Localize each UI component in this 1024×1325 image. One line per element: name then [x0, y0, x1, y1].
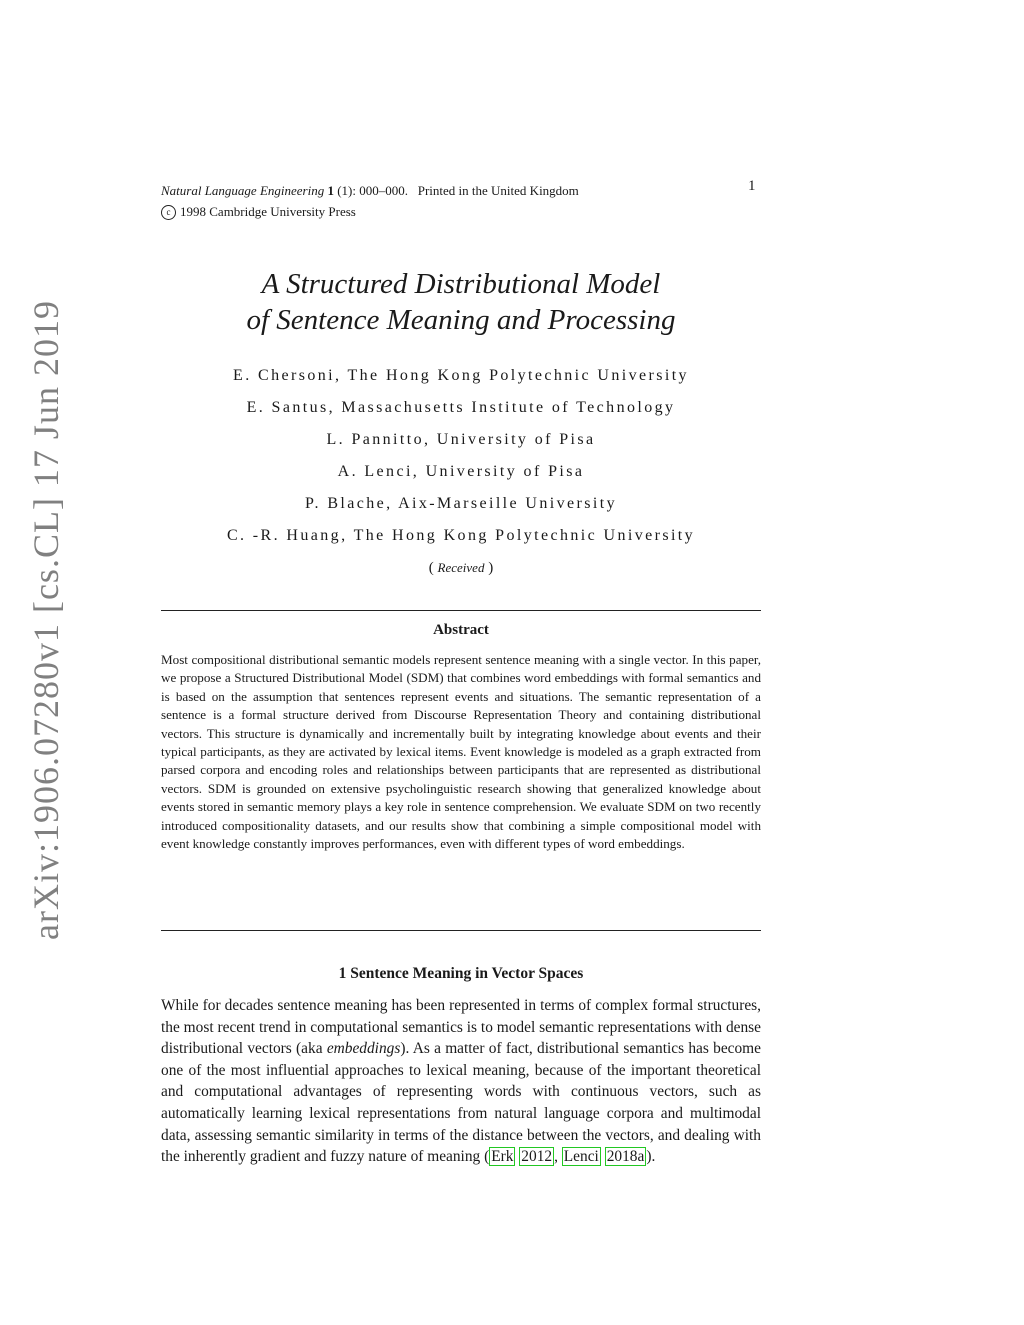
section-text-end: ).	[646, 1148, 656, 1166]
copyright-line	[161, 201, 761, 222]
section-text	[161, 995, 761, 1168]
citation-link[interactable]: Lenci	[563, 1148, 599, 1166]
received-label: Received	[437, 560, 485, 575]
abstract-text: Most compositional distributional semantic models represent sentence meaning with a single vector. In this paper, we propose a Structured Distributional Model (SDM) that combines word embeddings with formal semantics and is based on the assumption that sentences represent events and situations. The semantic representation of a sentence is a formal structure derived from Discourse Representation Theory and containing distributional vectors. This structure is dynamically and incrementally built by integrating knowledge about events and their typical participants, as they are activated by lexical items. Event knowledge is modeled as a graph extracted from parsed corpora and encoding roles and relationships between participants that are represented as distributional vectors. SDM is grounded on extensive psycholinguistic research showing that generalized knowledge about events stored in semantic memory plays a key role in sentence comprehension. We evaluate SDM on two recently introduced compositionality datasets, and our results show that combining a simple compositional model with event knowledge constantly improves performances, even with different types of word embeddings.	[161, 652, 761, 852]
journal-issue-pages: (1): 000–000.	[337, 183, 408, 198]
journal-volume: 1	[327, 183, 334, 198]
copyright-text: 1998 Cambridge University Press	[180, 204, 356, 219]
title-line-1: A Structured Distributional Model	[261, 268, 661, 300]
author-1: E. Chersoni, The Hong Kong Polytechnic University	[233, 367, 689, 384]
paper-title	[161, 266, 761, 338]
arxiv-identifier: arXiv:1906.07280v1 [cs.CL] 17 Jun 2019	[26, 300, 66, 940]
copyright-icon: c	[161, 205, 176, 220]
journal-citation	[161, 180, 579, 201]
running-head	[161, 180, 761, 222]
citation-link[interactable]: 2018a	[606, 1148, 645, 1166]
author-6: C. -R. Huang, The Hong Kong Polytechnic University	[226, 527, 696, 544]
journal-name: Natural Language Engineering	[161, 183, 325, 198]
received-note	[161, 560, 761, 577]
section-heading: 1 Sentence Meaning in Vector Spaces	[338, 965, 584, 982]
printed-note: Printed in the United Kingdom	[417, 183, 579, 198]
author-3: L. Pannitto, University of Pisa	[326, 431, 596, 448]
page-number: 1	[748, 178, 756, 194]
author-list	[161, 360, 761, 552]
author-5: P. Blache, Aix-Marseille University	[305, 495, 617, 512]
author-2: E. Santus, Massachusetts Institute of Technology	[246, 399, 676, 416]
received-open: (	[428, 560, 434, 576]
abstract-heading: Abstract	[433, 622, 489, 638]
author-4: A. Lenci, University of Pisa	[337, 463, 585, 480]
citation-link[interactable]: Erk	[491, 1148, 514, 1166]
section-text-part-1: While for decades sentence meaning has been represented in terms of complex formal structures, the most recent trend in computational semantics is to model semantic representations with dense distributional vectors (aka	[161, 997, 761, 1058]
section-text-part-2: ). As a matter of fact, distributional semantics has become one of the most influential approaches to lexical meaning, because of the important theoretical and computational advantages of representing words with continuous vectors, such as automatically learning lexical representations from natural language corpora and multimodal data, assessing semantic similarity in terms of the distance between the vectors, and dealing with the inherently gradient and fuzzy nature of meaning (	[161, 1040, 761, 1166]
citation-separator: ,	[554, 1148, 562, 1166]
running-head-line	[161, 180, 761, 201]
citation-link[interactable]: 2012	[521, 1148, 553, 1166]
title-line-2: of Sentence Meaning and Processing	[246, 304, 676, 336]
section-text-emphasis: embeddings	[326, 1040, 401, 1058]
abstract-top-rule	[161, 610, 761, 611]
received-close: )	[488, 560, 494, 576]
abstract-bottom-rule	[161, 930, 761, 931]
